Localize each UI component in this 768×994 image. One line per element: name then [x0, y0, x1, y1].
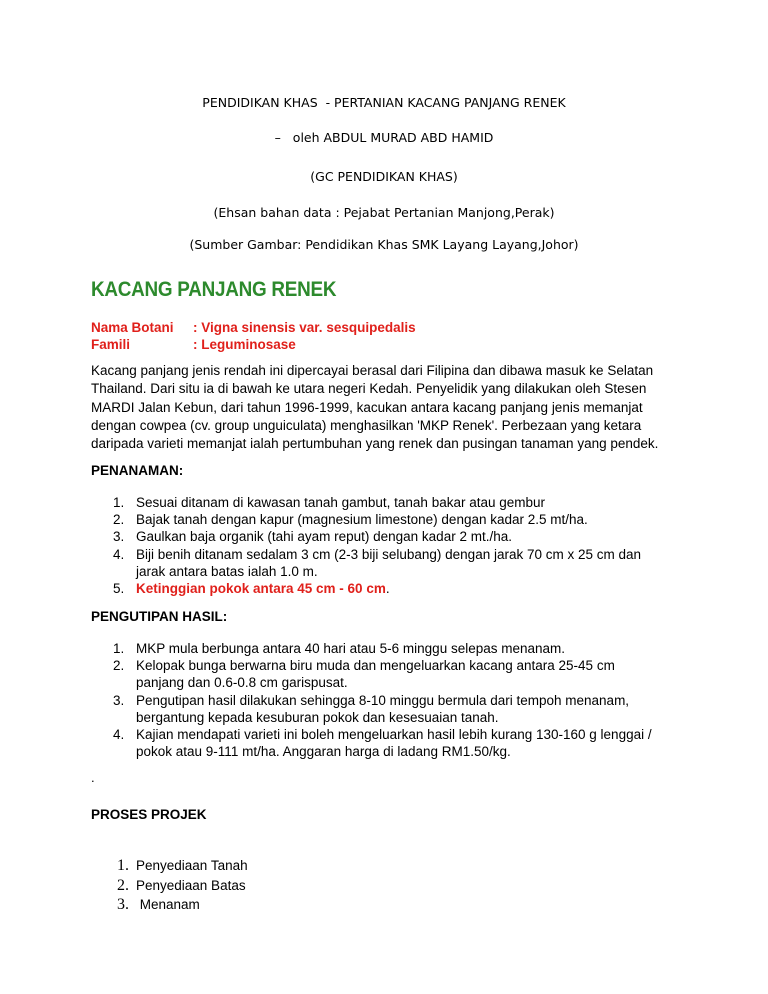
section-heading-proses: PROSES PROJEK: [91, 807, 207, 822]
family-label: Famili: [91, 337, 131, 352]
header-line-1: PENDIDIKAN KHAS - PERTANIAN KACANG PANJANG RENEK: [202, 95, 566, 110]
list-suffix: .: [385, 581, 390, 597]
list-number: 2.: [113, 658, 125, 674]
list-number: 3.: [117, 896, 129, 913]
list-item: [91, 640, 652, 657]
botanical-name-label: Nama Botani: [91, 320, 174, 335]
list-item: [91, 856, 248, 876]
proses-list: [91, 856, 248, 915]
list-number: 1.: [113, 495, 125, 510]
list-text: Bajak tanah dengan kapur (magnesium limestone) dengan kadar 2.5 mt/ha.: [136, 512, 588, 528]
list-number: 1.: [117, 857, 129, 874]
list-number: 4.: [113, 546, 125, 562]
list-text: Kelopak bunga berwarna biru muda dan mengeluarkan kacang antara 25-45 cm: [136, 658, 615, 674]
intro-paragraph: [91, 362, 691, 453]
botanical-name-row: [91, 319, 416, 336]
list-text: Sesuai ditanam di kawasan tanah gambut, tanah bakar atau gembur: [136, 495, 546, 510]
list-text: pokok atau 9-111 mt/ha. Anggaran harga di ladang RM1.50/kg.: [136, 744, 511, 760]
list-number: 4.: [113, 727, 125, 743]
list-item: [91, 876, 248, 896]
family-row: [91, 336, 296, 353]
list-item: [91, 692, 652, 726]
list-text: Menanam: [136, 897, 200, 912]
list-item: [91, 494, 641, 511]
list-text: bergantung kepada kesuburan pokok dan kesesuaian tanah.: [136, 709, 499, 725]
list-text: Biji benih ditanam sedalam 3 cm (2-3 biji selubang) dengan jarak 70 cm x 25 cm dan: [136, 546, 642, 562]
section-heading-pengutipan: PENGUTIPAN HASIL:: [91, 609, 228, 624]
stray-dot: .: [91, 770, 95, 785]
list-number: 5.: [113, 581, 125, 597]
intro-line: dengan cowpea (cv. group unguiculata) menghasilkan 'MKP Renek'. Perbezaan yang ketara: [91, 417, 642, 433]
list-number: 2.: [113, 512, 125, 528]
page-title: KACANG PANJANG RENEK: [91, 278, 337, 301]
list-number: 3.: [113, 529, 125, 545]
list-text: Pengutipan hasil dilakukan sehingga 8-10 minggu bermula dari tempoh menanam,: [136, 692, 630, 708]
list-item: [91, 726, 652, 760]
list-text: Kajian mendapati varieti ini boleh mengeluarkan hasil lebih kurang 130-160 g lenggai /: [136, 727, 652, 743]
intro-line: MARDI Jalan Kebun, dari tahun 1996-1999, kacukan antara kacang panjang jenis memanjat: [91, 399, 643, 415]
list-item: [91, 511, 641, 528]
header-line-3: (GC PENDIDIKAN KHAS): [310, 169, 458, 184]
list-number: 1.: [113, 641, 125, 656]
list-text: Gaulkan baja organik (tahi ayam reput) dengan kadar 2 mt./ha.: [136, 529, 512, 545]
list-number: 3.: [113, 692, 125, 708]
list-text: Penyediaan Batas: [136, 877, 246, 893]
section-heading-penanaman: PENANAMAN:: [91, 463, 184, 478]
header-line-4: (Ehsan bahan data : Pejabat Pertanian Manjong,Perak): [213, 205, 555, 220]
header-line-2: – oleh ABDUL MURAD ABD HAMID: [274, 130, 494, 145]
list-text: panjang dan 0.6-0.8 cm garispusat.: [136, 675, 348, 691]
list-text: MKP mula berbunga antara 40 hari atau 5-6 minggu selepas menanam.: [136, 641, 566, 656]
list-text: Penyediaan Tanah: [136, 858, 248, 873]
list-text: jarak antara batas ialah 1.0 m.: [136, 563, 318, 579]
botanical-name-value: : Vigna sinensis var. sesquipedalis: [193, 320, 416, 335]
list-item: [91, 528, 641, 545]
list-number: 2.: [117, 876, 129, 894]
list-item: [91, 657, 652, 691]
intro-line: Thailand. Dari situ ia di bawah ke utara negeri Kedah. Penyelidik yang dilakukan oleh Stesen: [91, 381, 647, 397]
list-item: [91, 580, 641, 597]
pengutipan-list: [91, 640, 652, 760]
intro-line: Kacang panjang jenis rendah ini dipercayai berasal dari Filipina dan dibawa masuk ke Selatan: [91, 363, 654, 378]
list-item: [91, 895, 248, 915]
list-item: [91, 546, 641, 580]
highlight-text: Ketinggian pokok antara 45 cm - 60 cm: [136, 581, 386, 597]
header-line-5: (Sumber Gambar: Pendidikan Khas SMK Layang Layang,Johor): [189, 237, 579, 252]
penanaman-list: [91, 494, 641, 597]
family-value: : Leguminosase: [193, 337, 296, 352]
intro-line: daripada varieti memanjat ialah pertumbuhan yang renek dan pusingan tanaman yang pendek.: [91, 436, 659, 452]
